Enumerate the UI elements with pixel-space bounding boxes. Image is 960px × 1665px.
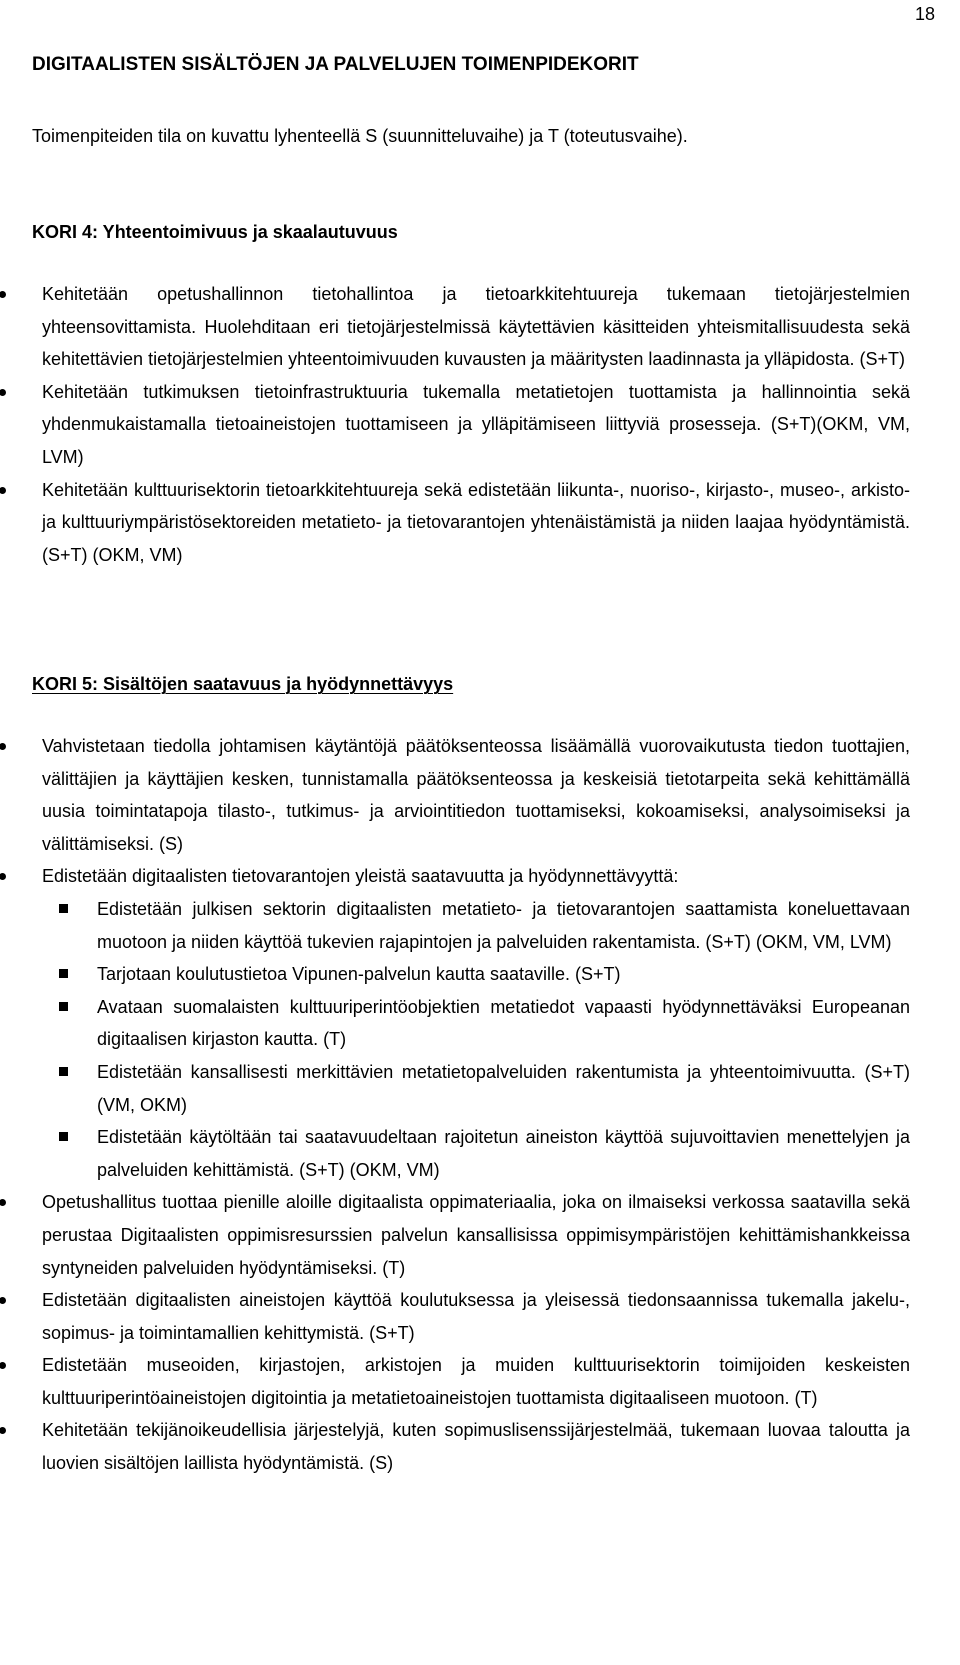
list-item: Edistetään museoiden, kirjastojen, arkistojen ja muiden kulttuurisektorin toimijoiden keskeisten kulttuuriperintöaineistojen digitointia ja metatietoaineistojen tuottamista digitaaliseen muotoon. (T): [32, 1349, 910, 1414]
sub-list-item: Edistetään kansallisesti merkittävien metatietopalveluiden rakentumista ja yhteentoimivuutta. (S+T) (VM, OKM): [42, 1056, 910, 1121]
page-number: 18: [914, 4, 935, 24]
list-item: Edistetään digitaalisten aineistojen käyttöä koulutuksessa ja yleisessä tiedonsaannissa tukemalla jakelu-, sopimus- ja toimintamallien kehittymistä. (S+T): [32, 1284, 910, 1349]
list-item: Vahvistetaan tiedolla johtamisen käytäntöjä päätöksenteossa lisäämällä vuorovaikutusta tiedon tuottajien, välittäjien ja käyttäjien kesken, tunnistamalla päätöksenteossa ja keskeisiä tietotarpeita sekä kehittämällä uusia toimintatapoja tilasto-, tutkimus- ja arviointitiedon tuottamiseksi, kokoamiseksi, analysoimiseksi ja välittämiseksi. (S): [32, 730, 910, 860]
kori5-list: [32, 730, 910, 1480]
list-item: Edistetään digitaalisten tietovarantojen yleistä saatavuutta ja hyödynnettävyyttä: Edistetään julkisen sektorin digitaalisten metatieto- ja tietovarantojen saattamista koneluettavaan muotoon ja niiden käyttöä tukevien rajapintojen ja palveluiden rakentamista. (S+T) (OKM, VM, LVM) Tarjotaan koulutustietoa Vipunen-palvelun kautta saataville. (S+T) Avataan suomalaisten kulttuuriperintöobjektien metatiedot vapaasti hyödynnettäväksi Europeanan digitaalisen kirjaston kautta. (T) Edistetään kansallisesti merkittävien metatietopalveluiden rakentumista ja yhteentoimivuutta. (S+T) (VM, OKM) Edistetään käytöltään tai saatavuudeltaan rajoitetun aineiston käyttöä sujuvoittavien menettelyjen ja palveluiden kehittämistä. (S+T) (OKM, VM): [32, 860, 910, 1186]
page-title: DIGITAALISTEN SISÄLTÖJEN JA PALVELUJEN TOIMENPIDEKORIT: [32, 54, 639, 75]
kori4-list: [32, 278, 910, 571]
list-item: Kehitetään opetushallinnon tietohallintoa ja tietoarkkitehtuureja tukemaan tietojärjestelmien yhteensovittamista. Huolehditaan eri tietojärjestelmissä käytettävien käsitteiden yhteismitallisuudesta sekä kehitettävien tietojärjestelmien yhteentoimivuuden kuvausten ja määritysten laadinnasta ja ylläpidosta. (S+T): [32, 278, 910, 376]
sub-list-item: Tarjotaan koulutustietoa Vipunen-palvelun kautta saataville. (S+T): [42, 958, 910, 991]
list-item: Kehitetään tekijänoikeudellisia järjestelyjä, kuten sopimuslisenssijärjestelmää, tukemaan luovaa taloutta ja luovien sisältöjen laillista hyödyntämistä. (S): [32, 1414, 910, 1479]
sub-list-item: Edistetään käytöltään tai saatavuudeltaan rajoitetun aineiston käyttöä sujuvoittavien menettelyjen ja palveluiden kehittämistä. (S+T) (OKM, VM): [42, 1121, 910, 1186]
kori5-heading: KORI 5: Sisältöjen saatavuus ja hyödynnettävyys: [32, 674, 454, 694]
intro-paragraph: Toimenpiteiden tila on kuvattu lyhenteellä S (suunnitteluvaihe) ja T (toteutusvaihe).: [32, 126, 688, 146]
list-item: Opetushallitus tuottaa pienille aloille digitaalista oppimateriaalia, joka on ilmaiseksi verkossa saatavilla sekä perustaa Digitaalisten oppimisresurssien palvelun kansallisissa oppimisympäristöjen kehittämishankkeissa syntyneiden palveluiden hyödyntämiseksi. (T): [32, 1186, 910, 1284]
sub-list: [42, 893, 910, 1186]
list-item: Kehitetään kulttuurisektorin tietoarkkitehtuureja sekä edistetään liikunta-, nuoriso-, kirjasto-, museo-, arkisto- ja kulttuuriympäristösektoreiden metatieto- ja tietovarantojen yhtenäistämistä ja niiden laajaa hyödyntämistä. (S+T) (OKM, VM): [32, 474, 910, 572]
kori4-heading: KORI 4: Yhteentoimivuus ja skaalautuvuus: [32, 222, 398, 242]
list-item: Kehitetään tutkimuksen tietoinfrastruktuuria tukemalla metatietojen tuottamista ja hallinnointia sekä yhdenmukaistamalla tietoaineistojen tuottamiseen ja ylläpitämiseen liittyviä prosesseja. (S+T)(OKM, VM, LVM): [32, 376, 910, 474]
sub-list-item: Avataan suomalaisten kulttuuriperintöobjektien metatiedot vapaasti hyödynnettäväksi Europeanan digitaalisen kirjaston kautta. (T): [42, 991, 910, 1056]
sub-list-item: Edistetään julkisen sektorin digitaalisten metatieto- ja tietovarantojen saattamista koneluettavaan muotoon ja niiden käyttöä tukevien rajapintojen ja palveluiden rakentamista. (S+T) (OKM, VM, LVM): [42, 893, 910, 958]
